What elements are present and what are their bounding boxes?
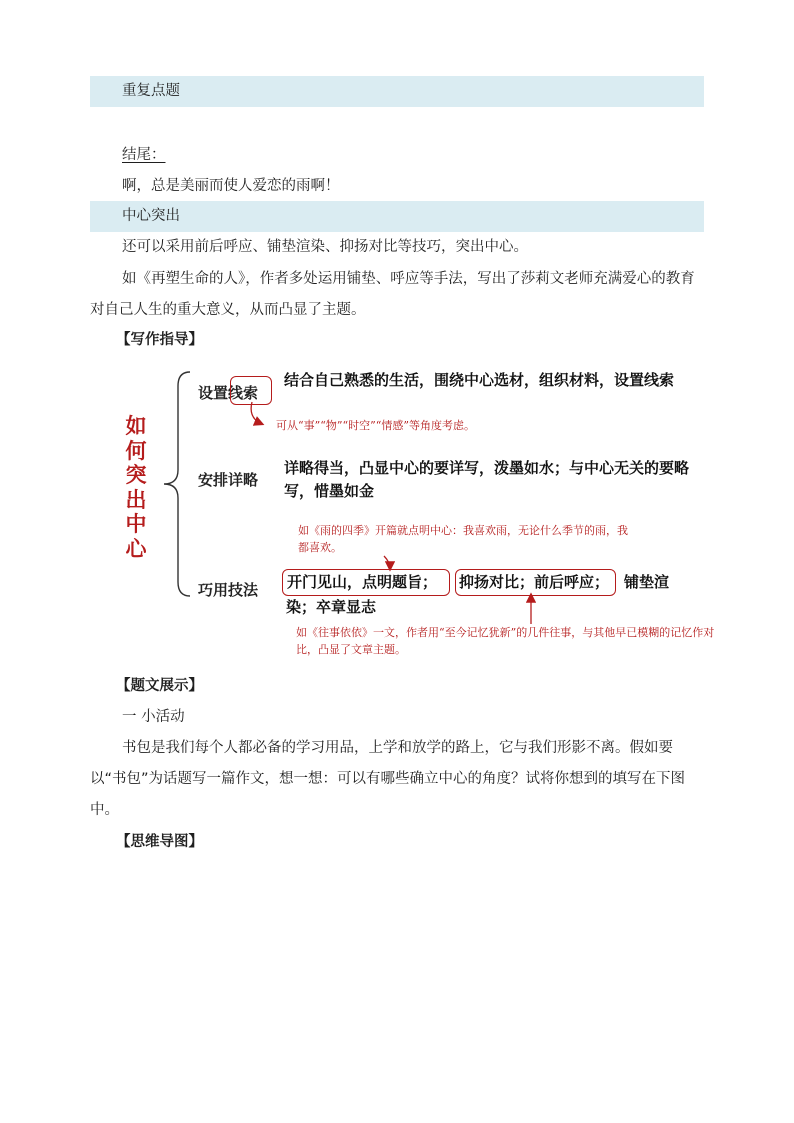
branch-clue-note: 可从“事”“物”“时空”“情感”等角度考虑。 xyxy=(276,419,475,432)
arrow-open-note xyxy=(384,556,390,569)
branch-technique-label: 巧用技法 xyxy=(198,581,259,599)
branch-clue-boxed: 线索 xyxy=(228,384,259,402)
activity-title: 一 小活动 xyxy=(122,709,185,725)
ending-text: 啊，总是美丽而使人爱恋的雨啊！ xyxy=(122,178,340,194)
technique-tail-2: 染；卒章显志 xyxy=(286,598,377,616)
ending-label: 结尾： xyxy=(122,147,166,163)
technique-open-text: 开门见山，点明题旨； xyxy=(287,573,438,591)
diagram-title-char: 何 xyxy=(125,437,147,463)
heading-writing-guide: 【写作指导】 xyxy=(116,332,203,348)
brace-line xyxy=(164,372,190,596)
heading-essay-display: 【题文展示】 xyxy=(116,678,203,694)
arrow-clue-note xyxy=(251,402,262,424)
clue-highlight-box xyxy=(230,376,272,405)
section-band-repeat: 重复点题 xyxy=(90,76,704,107)
diagram-title-char: 突 xyxy=(125,462,147,487)
technique-tail-1: 铺垫渲 xyxy=(624,573,670,591)
branch-technique-note-bottom: 如《往事依依》一文，作者用“至今记忆犹新”的几件往事，与其他早已模糊的记忆作对比，凸显了文章主题。 xyxy=(296,626,715,656)
branch-clue-prefix: 设置 xyxy=(198,384,229,402)
branch-detail-label: 安排详略 xyxy=(198,471,259,489)
technique-contrast-text: 抑扬对比；前后呼应； xyxy=(459,573,610,591)
diagram-title-char: 中 xyxy=(125,511,147,536)
paragraph-schoolbag: 书包是我们每个人都必备的学习用品，上学和放学的路上，它与我们形影不离。假如要以“书包”为话题写一篇作文，想一想：可以有哪些确立中心的角度？试将你想到的填写在下图中。 xyxy=(90,740,686,818)
diagram-title-char: 心 xyxy=(125,535,147,561)
diagram-title-char: 如 xyxy=(125,413,147,438)
branch-technique-note-top: 如《雨的四季》开篇就点明中心：我喜欢雨，无论什么季节的雨，我都喜欢。 xyxy=(298,524,628,554)
heading-mind-map: 【思维导图】 xyxy=(116,834,203,850)
diagram-title-char: 出 xyxy=(125,486,147,512)
section-band-center: 中心突出 xyxy=(90,201,704,232)
paragraph-techniques: 还可以采用前后呼应、铺垫渲染、抑扬对比等技巧，突出中心。 xyxy=(122,239,528,255)
paragraph-example: 如《再塑生命的人》，作者多处运用铺垫、呼应等手法，写出了莎莉文老师充满爱心的教育对自己人生的重大意义，从而凸显了主题。 xyxy=(90,271,695,318)
branch-clue-desc: 结合自己熟悉的生活，围绕中心选材，组织材料，设置线索 xyxy=(284,371,675,389)
branch-detail-desc: 详略得当，凸显中心的要详写，泼墨如水；与中心无关的要略写，惜墨如金 xyxy=(284,459,690,500)
